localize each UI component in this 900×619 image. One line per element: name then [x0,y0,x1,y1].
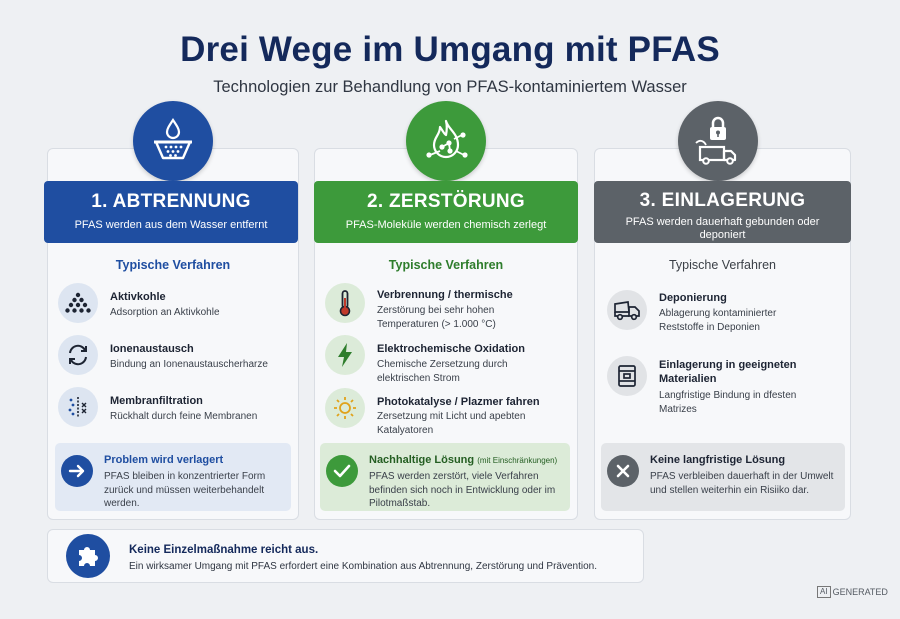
outcome-box-separation [55,443,291,511]
lock-truck-icon [678,101,758,181]
banner-destruction [314,181,578,243]
generated-label: GENERATED [832,587,888,597]
sun-icon [325,388,365,428]
ai-label: AI [817,586,831,598]
item-title: Elektrochemische Oxidation [377,343,525,355]
column-subtitle: PFAS werden aus dem Wasser entfernt [74,219,268,231]
container-icon [607,356,647,396]
item-desc: Rückhalt durch feine Membranen [110,411,258,422]
item-desc: Adsorption an Aktivkohle [110,307,220,318]
banner-separation [44,181,298,243]
column-subtitle: PFAS werden dauerhaft gebunden oder deponiert [625,216,820,241]
thermometer-icon [325,283,365,323]
page-title: Drei Wege im Umgang mit PFAS [180,30,720,69]
water-filter-icon [133,101,213,181]
exchange-arrows-icon [58,335,98,375]
outcome-desc: PFAS werden zerstört, viele Verfahren befinden sich noch in Entwicklung oder im Pilotmaßstab. [369,471,556,509]
item-desc: Chemische Zersetzung durch elektrischen Strom [377,359,508,384]
conclusion-text: Ein wirksamer Umgang mit PFAS erfordert eine Kombination aus Abtrennung, Zerstörung und Prävention. [129,561,598,572]
item-title: Deponierung [659,292,727,304]
item-title: Ionenaustausch [110,343,194,355]
conclusion-banner [47,529,644,583]
column-title: 2. ZERSTÖRUNG [366,191,526,212]
item-desc: Langfristige Bindung in dfesten Matrizes [659,390,797,415]
x-mark-icon [607,455,639,487]
section-heading: Typische Verfahren [115,258,231,272]
outcome-box-destruction [320,443,570,511]
item-desc: Ablagerung kontaminierter Reststoffe in Deponien [659,308,777,333]
banner-storage [594,181,851,243]
column-title: 3. EINLAGERUNG [639,190,806,211]
puzzle-icon [66,534,110,578]
item-desc: Zerstörung bei sehr hohen Temperaturen (> 1.000 °C) [377,305,496,330]
outcome-desc: PFAS bleiben in konzentrierter Form zurück und müssen weiterbehandelt werden. [104,471,266,509]
flame-molecule-icon [406,101,486,181]
column-subtitle: PFAS-Moleküle werden chemisch zerlegt [345,219,547,231]
carbon-pellets-icon [58,283,98,323]
page-subtitle: Technologien zur Behandlung von PFAS-kontaminiertem Wasser [213,78,687,96]
lightning-icon [325,335,365,375]
conclusion-title: Keine Einzelmaßnahme reicht aus. [129,544,319,556]
item-title: Aktivkohle [110,291,166,303]
item-title: Photokatalyse / Plazmer fahren [377,396,540,408]
membrane-icon [58,387,98,427]
check-icon [326,455,358,487]
outcome-desc: PFAS verbleiben dauerhaft in der Umwelt und stellen weiterhin ein Risiiko dar. [650,471,834,496]
outcome-note: (mit Einschränkungen) [477,456,558,465]
outcome-title-text: Nachhaltige Lösung [369,454,475,466]
column-title: 1. ABTRENNUNG [91,191,251,212]
arrow-right-icon [61,455,93,487]
dump-truck-icon [607,290,647,330]
outcome-title: Keine langfristige Lösung [650,454,786,466]
outcome-box-storage [601,443,845,511]
outcome-title: Problem wird verlagert [104,454,224,466]
section-heading: Typische Verfahren [668,258,776,272]
item-title: Verbrennung / thermische [377,289,513,301]
item-desc: Bindung an Ionenaustauscherharze [110,359,268,370]
item-title: Einlagerung in geeigneten Materialien [659,359,797,385]
item-desc: Zersetzung mit Licht und apebten Katalyatoren [377,411,526,436]
outcome-title [369,454,557,466]
section-heading: Typische Verfahren [388,258,504,272]
ai-generated-badge [817,586,888,598]
item-title: Membranfiltration [110,395,203,407]
